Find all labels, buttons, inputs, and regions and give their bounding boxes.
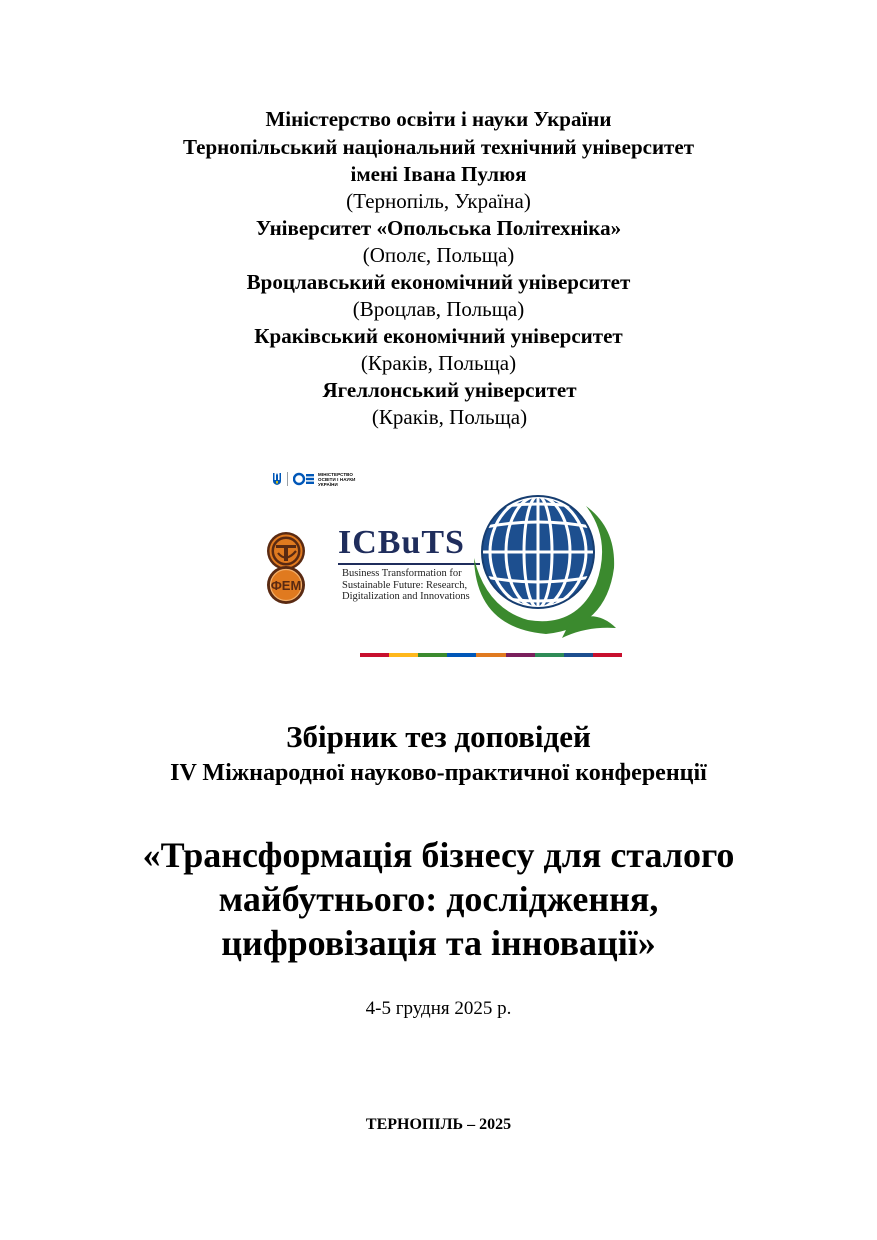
- institution-tntu-name: імені Івана Пулюя: [350, 162, 527, 186]
- logo-color-bar: [360, 653, 622, 657]
- conference-title-line-3: цифровізація та інновації»: [221, 923, 656, 963]
- color-bar-segment: [593, 653, 622, 657]
- institution-tntu: Тернопільський національний технічний університет: [182, 135, 695, 159]
- institution-krakow: Краківський економічний університет: [254, 324, 623, 348]
- ministry-mark: [293, 472, 356, 487]
- institution-jagiellonian-location: (Краків, Польща): [371, 405, 528, 429]
- color-bar-segment: [418, 653, 447, 657]
- conference-title-line-2: майбутнього: дослідження,: [218, 879, 659, 919]
- collection-heading: Збірник тез доповідей: [286, 719, 591, 754]
- institution-tntu-location: (Тернопіль, Україна): [346, 189, 531, 213]
- icbuts-underline: [338, 563, 480, 566]
- institution-wroclaw-location: (Вроцлав, Польща): [352, 297, 525, 321]
- icbuts-logo-subtitle: Business Transformation for Sustainable Future: Research, Digitalization and Innovations: [342, 568, 470, 602]
- logo-separator: [287, 472, 288, 486]
- trident-icon: [272, 472, 282, 486]
- fem-emblem-icon: [266, 565, 306, 605]
- globe-leaf-icon: [466, 488, 618, 640]
- institution-krakow-location: (Краків, Польща): [360, 351, 517, 375]
- color-bar-segment: [389, 653, 418, 657]
- icbuts-logo-name: ICBuTS: [338, 524, 465, 561]
- color-bar-segment: [476, 653, 505, 657]
- conference-date: 4-5 грудня 2025 р.: [365, 998, 512, 1019]
- color-bar-segment: [360, 653, 389, 657]
- city-year: ТЕРНОПІЛЬ – 2025: [365, 1116, 512, 1133]
- institution-opole: Університет «Опольська Політехніка»: [255, 216, 622, 240]
- conference-heading: IV Міжнародної науково-практичної конференції: [170, 760, 707, 786]
- ministry-logo-text: МІНІСТЕРСТВО ОСВІТИ І НАУКИ УКРАЇНИ: [318, 471, 356, 487]
- institution-jagiellonian: Ягеллонський університет: [322, 378, 577, 402]
- color-bar-segment: [506, 653, 535, 657]
- ministry-mark-icon: [293, 472, 315, 486]
- ministry-logo: [272, 468, 356, 490]
- color-bar-segment: [564, 653, 593, 657]
- institution-wroclaw: Вроцлавський економічний університет: [246, 270, 631, 294]
- color-bar-segment: [447, 653, 476, 657]
- conference-title-line-1: «Трансформація бізнесу для сталого: [142, 835, 735, 875]
- color-bar-segment: [535, 653, 564, 657]
- fem-emblem-label: ФЕМ: [270, 578, 302, 593]
- institution-opole-location: (Ополє, Польща): [362, 243, 515, 267]
- institution-ministry: Міністерство освіти і науки України: [265, 107, 612, 131]
